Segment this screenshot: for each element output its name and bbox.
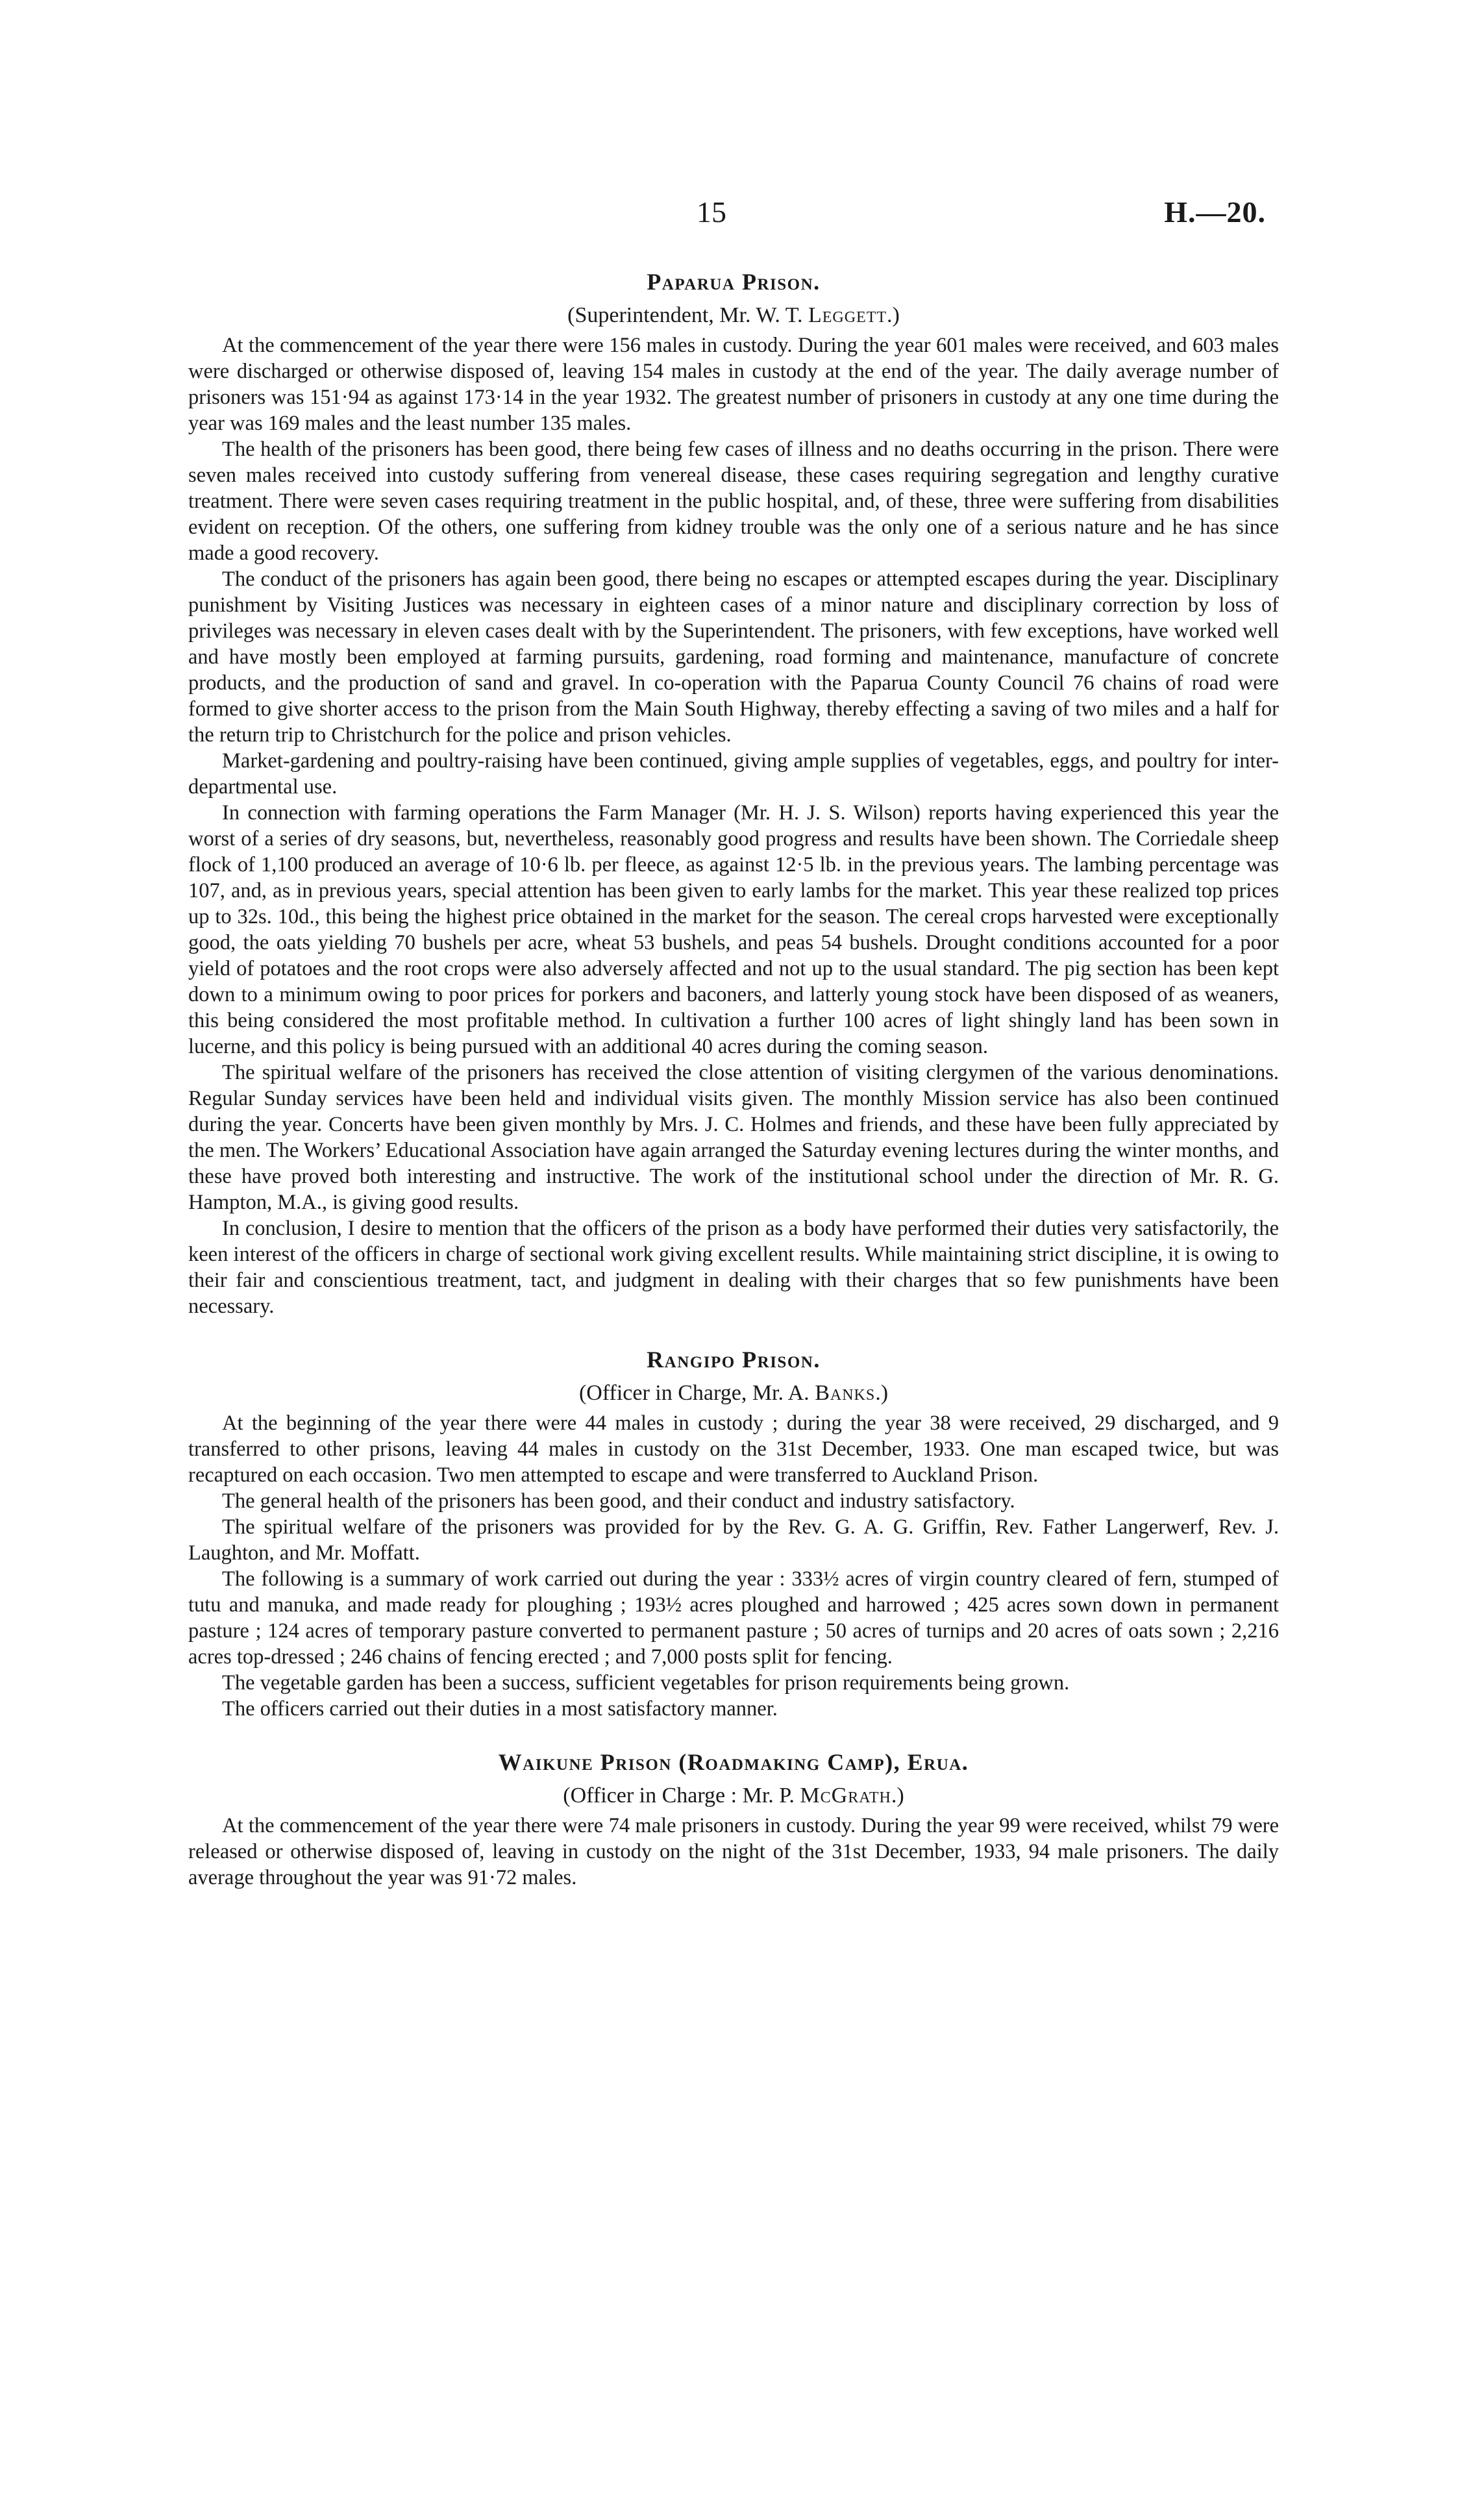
paragraph: The following is a summary of work carried out during the year : 333½ acres of virgin country cleared of fern, stumped of tutu and manuka, and made ready for ploughing ; 193½ acres ploughed and harrowed ; 425 acres sown down in permanent pasture ; 124 acres of temporary pasture converted to permanent pasture ; 50 acres of turnips and 20 acres of oats sown ; 2,216 acres top-dressed ; 246 chains of fencing erected ; and 7,000 posts split for fencing. [188, 1567, 1279, 1669]
paragraph: The spiritual welfare of the prisoners has received the close attention of visiting clergymen of the various denominations. Regular Sunday services have been held and individual visits given. The monthly Mission service has also been continued during the year. Concerts have been given monthly by Mrs. J. C. Holmes and friends, and these have been fully appreciated by the men. The Workers’ Educational Association have again arranged the Saturday evening lectures during the winter months, and these have proved both interesting and instructive. The work of the institutional school under the direction of Mr. R. G. Hampton, M.A., is giving good results. [188, 1061, 1279, 1214]
page-body [188, 265, 1279, 1891]
paragraph: The vegetable garden has been a success, sufficient vegetables for prison requirements being grown. [222, 1671, 1070, 1695]
section-rangipo [188, 1343, 1279, 1722]
paragraph: Market-gardening and poultry-raising have been continued, giving ample supplies of vegetables, eggs, and poultry for inter-departmental use. [188, 749, 1279, 799]
paragraph: In connection with farming operations the Farm Manager (Mr. H. J. S. Wilson) reports having experienced this year the worst of a series of dry seasons, but, nevertheless, reasonably good progress and results have been shown. The Corriedale sheep flock of 1,100 produced an average of 10·6 lb. per fleece, as against 12·5 lb. in the previous years. The lambing percentage was 107, and, as in previous years, special attention has been given to early lambs for the market. This year these realized top prices up to 32s. 10d., this being the highest price obtained in the market for the season. The cereal crops harvested were exceptionally good, the oats yielding 70 bushels per acre, wheat 53 bushels, and peas 54 bushels. Drought conditions accounted for a poor yield of potatoes and the root crops were also adversely affected and not up to the usual standard. The pig section has been kept down to a minimum owing to poor prices for porkers and baconers, and latterly young stock have been disposed of as weaners, this being considered the most profitable method. In cultivation a further 100 acres of light shingly land has been sown in lucerne, and this policy is being pursued with an additional 40 acres during the coming season. [188, 801, 1279, 1058]
section-gap [188, 1722, 1279, 1745]
subtitle-end: .) [891, 1784, 904, 1808]
section-subtitle [188, 1376, 1279, 1410]
page-number: 15 [697, 195, 726, 229]
section-title: Waikune Prison (Roadmaking Camp), Erua. [498, 1749, 969, 1775]
section-title: Paparua Prison. [647, 269, 821, 295]
paragraph: In conclusion, I desire to mention that the officers of the prison as a body have performed their duties very satisfactorily, the keen interest of the officers in charge of sectional work giving excellent results. While maintaining strict discipline, it is owing to their fair and conscientious treatment, tact, and judgment in dealing with their charges that so few punishments have been necessary. [188, 1217, 1279, 1318]
subtitle-text: (Superintendent, Mr. W. T. [567, 303, 803, 327]
subtitle-end: .) [875, 1381, 889, 1405]
subtitle-end: .) [887, 303, 900, 327]
paragraph: The general health of the prisoners has been good, and their conduct and industry satisfactory. [222, 1489, 1015, 1513]
paragraph: The health of the prisoners has been good, there being few cases of illness and no deaths occurring in the prison. There were seven males received into custody suffering from venereal disease, these cases requiring segregation and lengthy curative treatment. There were seven cases requiring treatment in the public hospital, and, of these, three were suffering from disabilities evident on reception. Of the others, one suffering from kidney trouble was the only one of a serious nature and he has since made a good recovery. [188, 438, 1279, 565]
section-subtitle [188, 1779, 1279, 1813]
paragraph: The conduct of the prisoners has again been good, there being no escapes or attempted escapes during the year. Disciplinary punishment by Visiting Justices was necessary in eighteen cases of a minor nature and disciplinary correction by loss of privileges was necessary in eleven cases dealt with by the Superintendent. The prisoners, with few exceptions, have worked well and have mostly been employed at farming pursuits, gardening, road forming and maintenance, manufacture of concrete products, and the production of sand and gravel. In co-operation with the Paparua County Council 76 chains of road were formed to give shorter access to the prison from the Main South Highway, thereby effecting a saving of two miles and a half for the return trip to Christchurch for the police and prison vehicles. [188, 567, 1279, 747]
section-paparua [188, 265, 1279, 1319]
document-reference: H.—20. [1164, 195, 1266, 229]
subtitle-text: (Officer in Charge, Mr. A. [578, 1381, 810, 1405]
section-title: Rangipo Prison. [647, 1347, 821, 1373]
subtitle-text: (Officer in Charge : Mr. P. [563, 1784, 795, 1808]
section-gap [188, 1319, 1279, 1343]
paragraph: At the beginning of the year there were 44 males in custody ; during the year 38 were received, 29 discharged, and 9 transferred to other prisons, leaving 44 males in custody on the 31st December, 1933. One man escaped twice, but was recaptured on each occasion. Two men attempted to escape and were transferred to Auckland Prison. [188, 1411, 1279, 1487]
subtitle-name: Leggett [808, 303, 887, 327]
subtitle-name: Banks [815, 1381, 876, 1405]
paragraph: At the commencement of the year there were 74 male prisoners in custody. During the year 99 were received, whilst 79 were released or otherwise disposed of, leaving in custody on the night of the 31st December, 1933, 94 male prisoners. The daily average throughout the year was 91·72 males. [188, 1814, 1279, 1889]
subtitle-name: McGrath [800, 1784, 891, 1808]
paragraph: The spiritual welfare of the prisoners was provided for by the Rev. G. A. G. Griffin, Rev. Father Langerwerf, Rev. J. Laughton, and Mr. Moffatt. [188, 1515, 1279, 1565]
section-subtitle [188, 299, 1279, 332]
section-waikune [188, 1745, 1279, 1891]
paragraph: At the commencement of the year there were 156 males in custody. During the year 601 males were received, and 603 males were discharged or otherwise disposed of, leaving 154 males in custody at the end of the year. The daily average number of prisoners was 151·94 as against 173·14 in the year 1932. The greatest number of prisoners in custody at any one time during the year was 169 males and the least number 135 males. [188, 334, 1279, 435]
page-header [0, 195, 1484, 247]
paragraph: The officers carried out their duties in a most satisfactory manner. [222, 1697, 778, 1721]
